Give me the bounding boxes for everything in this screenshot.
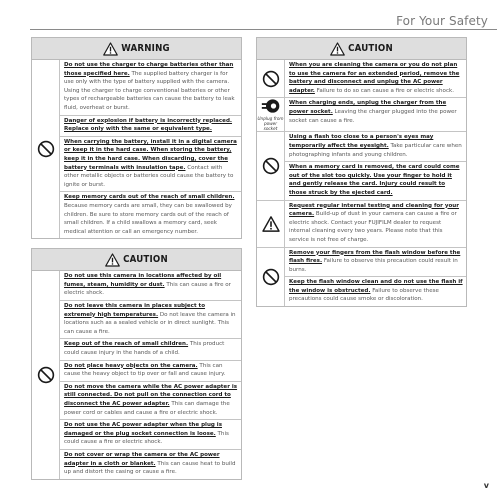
safety-item <box>60 360 241 381</box>
safety-item <box>285 132 466 161</box>
unplug-label: Unplug from power socket <box>257 116 284 132</box>
caution-block-left <box>31 248 242 479</box>
icon-cell <box>32 271 60 478</box>
safety-item <box>285 276 466 306</box>
safety-item <box>60 60 241 115</box>
item-body: This can cause heat to build up and distort the casing or cause a fire. <box>64 460 236 476</box>
item-lead: Do not use this camera in locations affected by oil fumes, steam, humidity or dust. <box>64 273 222 288</box>
icon-cell <box>257 98 285 131</box>
section-title: For Your Safety <box>396 14 488 28</box>
icon-cell <box>257 201 285 247</box>
item-list <box>285 60 466 97</box>
item-lead: When carrying the battery, install it in a digital camera or keep it in the hard case. When storing the battery, keep it in the hard case. When discarding, cover the battery terminals with insulation tape. <box>64 138 237 171</box>
item-lead: When a memory card is removed, the card could come out of the slot too quickly. Use your finger to hold it and gently release the card. Injury could result to those struck by the ejected card. <box>289 164 460 196</box>
caution-title: CAUTION <box>123 254 168 266</box>
caution-triangle-icon <box>262 216 280 232</box>
item-lead: Request regular internal testing and cleaning for your camera. <box>289 202 459 218</box>
icon-cell <box>32 60 60 238</box>
safety-item <box>60 191 241 238</box>
caution-title: CAUTION <box>348 43 393 54</box>
item-body: Failure to observe these precautions could cause smoke or discoloration. <box>289 287 439 303</box>
caution-group <box>257 131 466 199</box>
prohibited-icon <box>37 140 55 158</box>
item-body: Take particular care when photographing infants and young children. <box>289 142 462 158</box>
item-lead: Do not leave this camera in places subject to extremely high temperatures. <box>64 303 206 318</box>
warning-block <box>31 37 242 239</box>
item-lead: Using a flash too close to a person's eyes may temporarily affect the eyesight. <box>289 134 434 149</box>
icon-cell <box>257 60 285 97</box>
item-lead: When charging ends, unplug the charger from the power socket. <box>289 100 447 115</box>
warning-triangle-icon <box>103 42 118 56</box>
item-body: This can damage the power cord or cables and cause a fire or electric shock. <box>64 401 230 416</box>
safety-item <box>60 300 241 338</box>
caution-triangle-icon <box>105 253 120 267</box>
safety-item <box>60 115 241 136</box>
item-list <box>285 132 466 199</box>
safety-item <box>285 201 466 247</box>
header-rule-line <box>30 29 497 30</box>
item-body: Leaving the charger plugged into the power socket can cause a fire. <box>289 108 457 124</box>
item-body: This could cause a fire or electric shock. <box>64 430 229 446</box>
safety-item <box>60 381 241 419</box>
safety-item <box>60 271 241 300</box>
caution-group <box>257 60 466 97</box>
safety-item <box>60 338 241 359</box>
item-lead: Do not use the charger to charge batteries other than those specified here. <box>64 62 234 77</box>
prohibited-icon <box>262 70 280 88</box>
safety-item <box>60 136 241 192</box>
item-lead: Do not place heavy objects on the camera. <box>64 362 198 369</box>
item-body: Build-up of dust in your camera can cause a fire or electric shock. Contact your FUJIFILM dealer to request internal cleaning every two years. Please note that this service is not free of charge. <box>289 211 457 243</box>
icon-cell <box>257 248 285 307</box>
caution-group <box>257 97 466 131</box>
item-body: Failure to observe this precaution could result in burns. <box>289 258 458 273</box>
prohibited-icon <box>262 157 280 175</box>
safety-item <box>285 248 466 277</box>
item-list <box>285 201 466 247</box>
warning-title: WARNING <box>121 43 170 54</box>
icon-cell <box>257 132 285 199</box>
item-body: Because memory cards are small, they can be swallowed by children. Be sure to store memory cards out of the reach of small children. If a child swallows a memory card, seek medical attention or call an emergency number. <box>64 202 232 235</box>
page-number: v <box>483 481 489 490</box>
item-body: Do not leave the camera in locations such as a sealed vehicle or in direct sunlight. This can cause a fire. <box>64 311 236 335</box>
warning-header <box>32 38 241 60</box>
safety-item <box>285 98 466 127</box>
safety-item <box>60 449 241 479</box>
caution-header <box>257 38 466 60</box>
item-lead: Do not use the AC power adapter when the plug is damaged or the plug socket connection is loose. <box>64 422 222 437</box>
safety-item <box>285 161 466 199</box>
caution-block-right <box>256 37 467 307</box>
item-lead: When you are cleaning the camera or you do not plan to use the camera for an extended period, remove the battery and disconnect and unplug the AC power adapter. <box>289 62 460 94</box>
item-body: This can cause the heavy object to tip over or fall and cause injury. <box>64 362 226 378</box>
safety-item <box>285 60 466 97</box>
unplug-icon <box>261 98 281 114</box>
prohibited-icon <box>37 366 55 384</box>
item-lead: Do not cover or wrap the camera or the AC power adapter in a cloth or blanket. <box>64 451 220 467</box>
item-body: Contact with other metallic objects or batteries could cause the battery to ignite or burst. <box>64 164 234 188</box>
caution-group <box>32 271 241 478</box>
left-column <box>31 37 242 480</box>
item-list <box>60 271 241 478</box>
caution-triangle-icon <box>330 42 345 56</box>
item-body: The supplied battery charger is for use only with the type of battery supplied with the camera. Using the charger to charge conventional batteries or other types of rechargeable batteries can cause the battery to leak fluid, overheat or burst. <box>64 70 235 111</box>
item-body: Failure to do so can cause a fire or electric shock. <box>314 87 454 94</box>
caution-group <box>257 247 466 307</box>
item-lead: Keep out of the reach of small children. <box>64 341 189 348</box>
warning-group <box>32 60 241 238</box>
right-column <box>256 37 467 307</box>
item-lead: Danger of explosion if battery is incorrectly replaced. Replace only with the same or equivalent type. <box>64 117 233 133</box>
item-list <box>285 248 466 307</box>
item-lead: Do not move the camera while the AC power adapter is still connected. Do not pull on the connection cord to disconnect the AC power adapter. <box>64 383 238 407</box>
item-body: This can cause a fire or electric shock. <box>64 281 231 297</box>
item-lead: Keep the flash window clean and do not use the flash if the window is obstructed. <box>289 279 463 294</box>
caution-group <box>257 200 466 247</box>
item-lead: Remove your fingers from the flash window before the flash fires. <box>289 249 461 265</box>
item-list <box>60 60 241 238</box>
safety-item <box>60 419 241 449</box>
caution-header <box>32 249 241 271</box>
item-list <box>285 98 466 131</box>
item-body: This product could cause injury in the hands of a child. <box>64 341 225 357</box>
item-lead: Keep memory cards out of the reach of small children. <box>64 194 235 201</box>
prohibited-icon <box>262 268 280 286</box>
